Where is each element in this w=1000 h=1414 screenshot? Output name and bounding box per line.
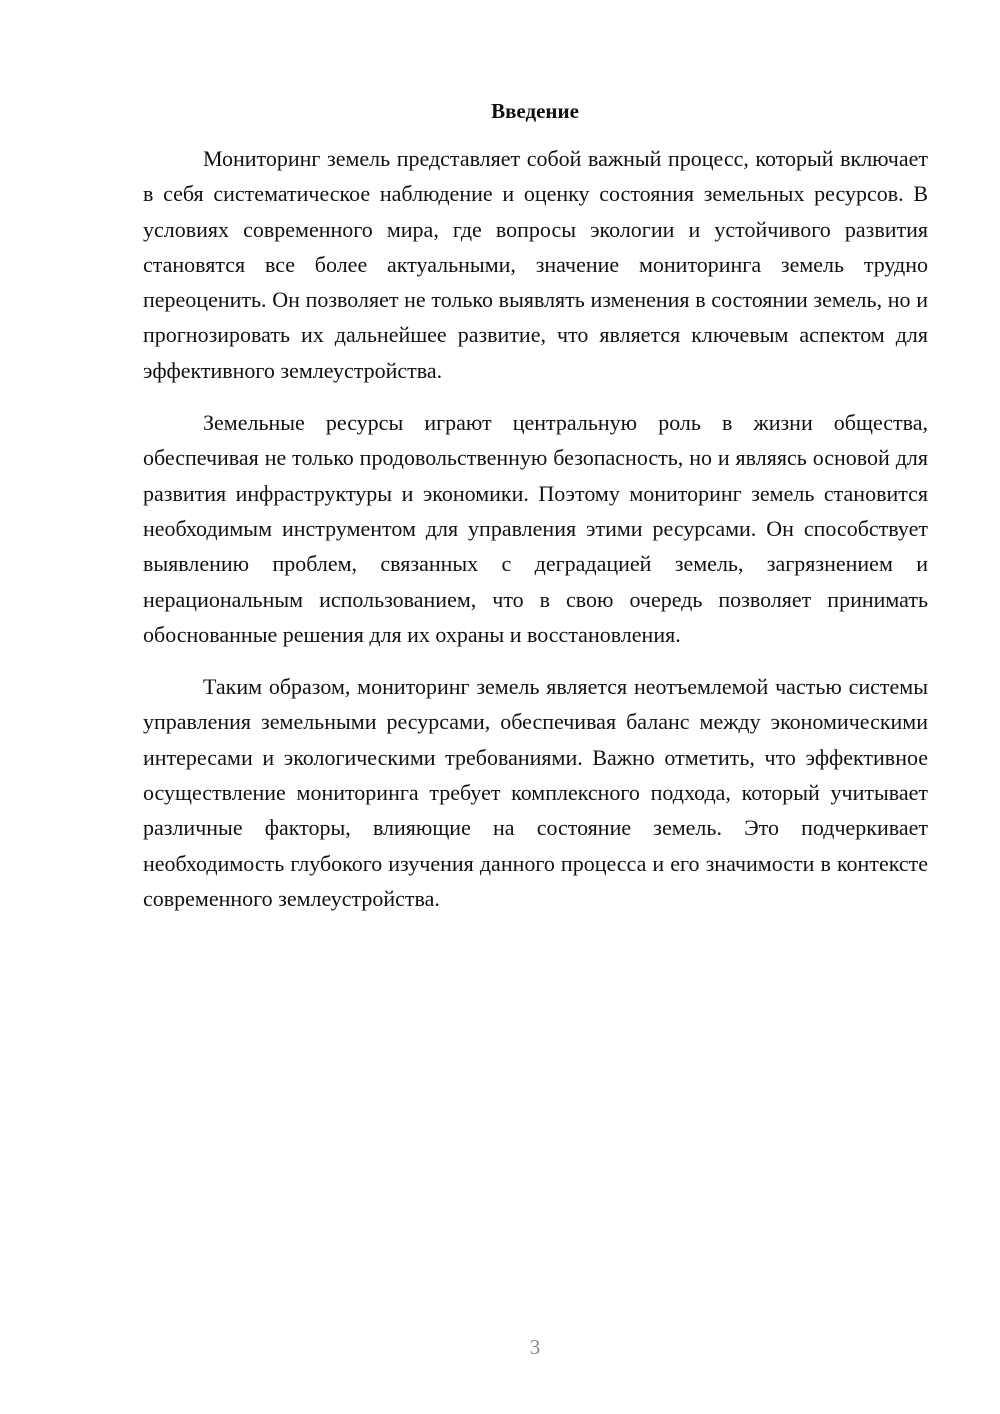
paragraph-2: Земельные ресурсы играют центральную роль в жизни общества, обеспечивая не только продовольственную безопасность, но и являясь основой для развития инфраструктуры и экономики. Поэтому мониторинг земель становится необходимым инструментом для управления этими ресурсами. Он способствует выявлению проблем, связанных с деградацией земель, загрязнением и нерациональным использованием, что в свою очередь позволяет принимать обоснованные решения для их охраны и восстановления.: [143, 410, 928, 647]
section-title: Введение: [491, 99, 579, 123]
paragraph-1: Мониторинг земель представляет собой важный процесс, который включает в себя систематическое наблюдение и оценку состояния земельных ресурсов. В условиях современного мира, где вопросы экологии и устойчивого развития становятся все более актуальными, значение мониторинга земель трудно переоценить. Он позволяет не только выявлять изменения в состоянии земель, но и прогнозировать их дальнейшее развитие, что является ключевым аспектом для эффективного землеустройства.: [143, 146, 928, 383]
body-text: [143, 141, 928, 916]
page-number: 3: [529, 1335, 541, 1359]
paragraph-3: Таким образом, мониторинг земель является неотъемлемой частью системы управления земельными ресурсами, обеспечивая баланс между экономическими интересами и экологическими требованиями. Важно отметить, что эффективное осуществление мониторинга требует комплексного подхода, который учитывает различные факторы, влияющие на состояние земель. Это подчеркивает необходимость глубокого изучения данного процесса и его значимости в контексте современного землеустройства.: [143, 674, 928, 911]
